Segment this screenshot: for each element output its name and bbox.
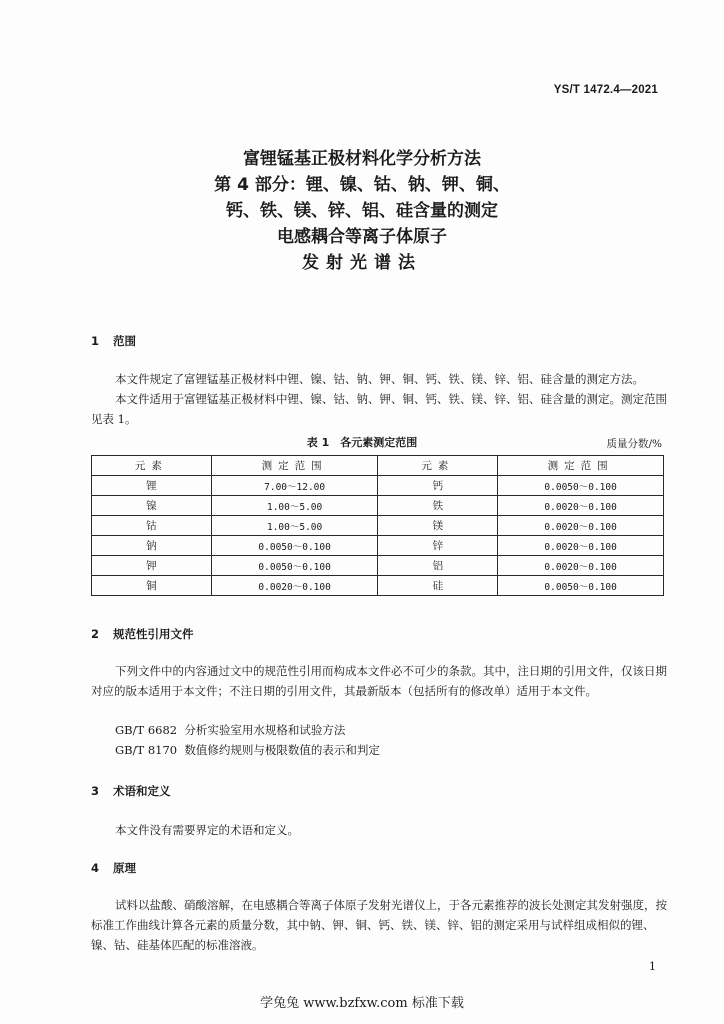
reference-title: 分析实验室用水规格和试验方法 [184, 723, 346, 737]
principle-paragraph: 试料以盐酸、硝酸溶解，在电感耦合等离子体原子发射光谱仪上，于各元素推荐的波长处测定其发射强度，按标准工作曲线计算各元素的质量分数，其中钠、钾、铜、钙、铁、镁、锌、铝的测定采用与试样组成相似的锂、镍、钴、硅基体匹配的标准溶液。 [91, 898, 667, 952]
range-cell: 0.0020～0.100 [498, 536, 664, 556]
table-row [92, 496, 664, 516]
section-title: 范围 [113, 334, 136, 348]
element-cell: 铝 [378, 556, 498, 576]
range-cell: 0.0050～0.100 [498, 476, 664, 496]
reference-title: 数值修约规则与极限数值的表示和判定 [184, 743, 380, 757]
table-caption: 表 1 各元素测定范围 [306, 436, 418, 449]
section-title: 原理 [113, 861, 136, 875]
table-header-row [92, 456, 664, 476]
reference-code: GB/T 8170 [115, 743, 178, 757]
section-principle-heading [91, 860, 136, 876]
header-element: 元素 [378, 456, 498, 476]
header-element: 元素 [92, 456, 212, 476]
scope-paragraph-1: 本文件规定了富锂锰基正极材料中锂、镍、钴、钠、钾、铜、钙、铁、镁、锌、铝、硅含量的测定方法。 [115, 372, 644, 386]
table-unit: 质量分数/% [606, 438, 662, 450]
section-terms-heading [91, 783, 171, 799]
section-number: 1 [91, 334, 100, 348]
title-line-2: 第 4 部分：锂、镍、钴、钠、钾、铜、 [214, 175, 510, 195]
header-range: 测定范围 [211, 456, 378, 476]
element-cell: 钙 [378, 476, 498, 496]
element-cell: 镁 [378, 516, 498, 536]
range-cell: 1.00～5.00 [211, 516, 378, 536]
element-cell: 钠 [92, 536, 212, 556]
element-cell: 镍 [92, 496, 212, 516]
element-cell: 锂 [92, 476, 212, 496]
range-cell: 0.0050～0.100 [211, 536, 378, 556]
page-number: 1 [649, 960, 656, 973]
element-cell: 钾 [92, 556, 212, 576]
table-row [92, 476, 664, 496]
section-scope-heading [91, 333, 136, 349]
element-cell: 硅 [378, 576, 498, 596]
reference-code: GB/T 6682 [115, 723, 178, 737]
range-cell: 0.0020～0.100 [498, 496, 664, 516]
scope-paragraph-2: 本文件适用于富锂锰基正极材料中锂、镍、钴、钠、钾、铜、钙、铁、镁、锌、铝、硅含量的测定。测定范围见表 1。 [91, 392, 667, 426]
title-line-4: 电感耦合等离子体原子 [277, 227, 447, 247]
download-watermark: 学兔兔 www.bzfxw.com 标准下载 [260, 996, 464, 1011]
range-cell: 0.0050～0.100 [498, 576, 664, 596]
reference-item [115, 722, 345, 738]
section-number: 2 [91, 627, 100, 641]
table-row [92, 556, 664, 576]
range-cell: 0.0050～0.100 [211, 556, 378, 576]
range-cell: 0.0020～0.100 [211, 576, 378, 596]
range-cell: 0.0020～0.100 [498, 516, 664, 536]
header-range: 测定范围 [498, 456, 664, 476]
title-line-1: 富锂锰基正极材料化学分析方法 [243, 149, 481, 169]
title-line-3: 钙、铁、镁、锌、铝、硅含量的测定 [226, 201, 498, 221]
section-normative-heading [91, 626, 194, 642]
terms-paragraph: 本文件没有需要界定的术语和定义。 [115, 823, 299, 837]
element-cell: 铁 [378, 496, 498, 516]
table-row [92, 576, 664, 596]
range-cell: 1.00～5.00 [211, 496, 378, 516]
element-cell: 钴 [92, 516, 212, 536]
section-number: 3 [91, 784, 100, 798]
range-cell: 7.00～12.00 [211, 476, 378, 496]
title-line-5: 发射光谱法 [302, 253, 422, 273]
section-number: 4 [91, 861, 100, 875]
section-title: 术语和定义 [113, 784, 171, 798]
table-row [92, 536, 664, 556]
element-range-table [91, 455, 664, 596]
element-cell: 锌 [378, 536, 498, 556]
standard-code: YS/T 1472.4—2021 [553, 84, 658, 96]
document-title [0, 146, 724, 276]
normative-paragraph: 下列文件中的内容通过文中的规范性引用而构成本文件必不可少的条款。其中，注日期的引用文件，仅该日期对应的版本适用于本文件；不注日期的引用文件，其最新版本（包括所有的修改单）适用于本文件。 [91, 664, 667, 698]
range-cell: 0.0020～0.100 [498, 556, 664, 576]
reference-item [115, 742, 380, 758]
table-row [92, 516, 664, 536]
element-cell: 铜 [92, 576, 212, 596]
section-title: 规范性引用文件 [113, 627, 194, 641]
